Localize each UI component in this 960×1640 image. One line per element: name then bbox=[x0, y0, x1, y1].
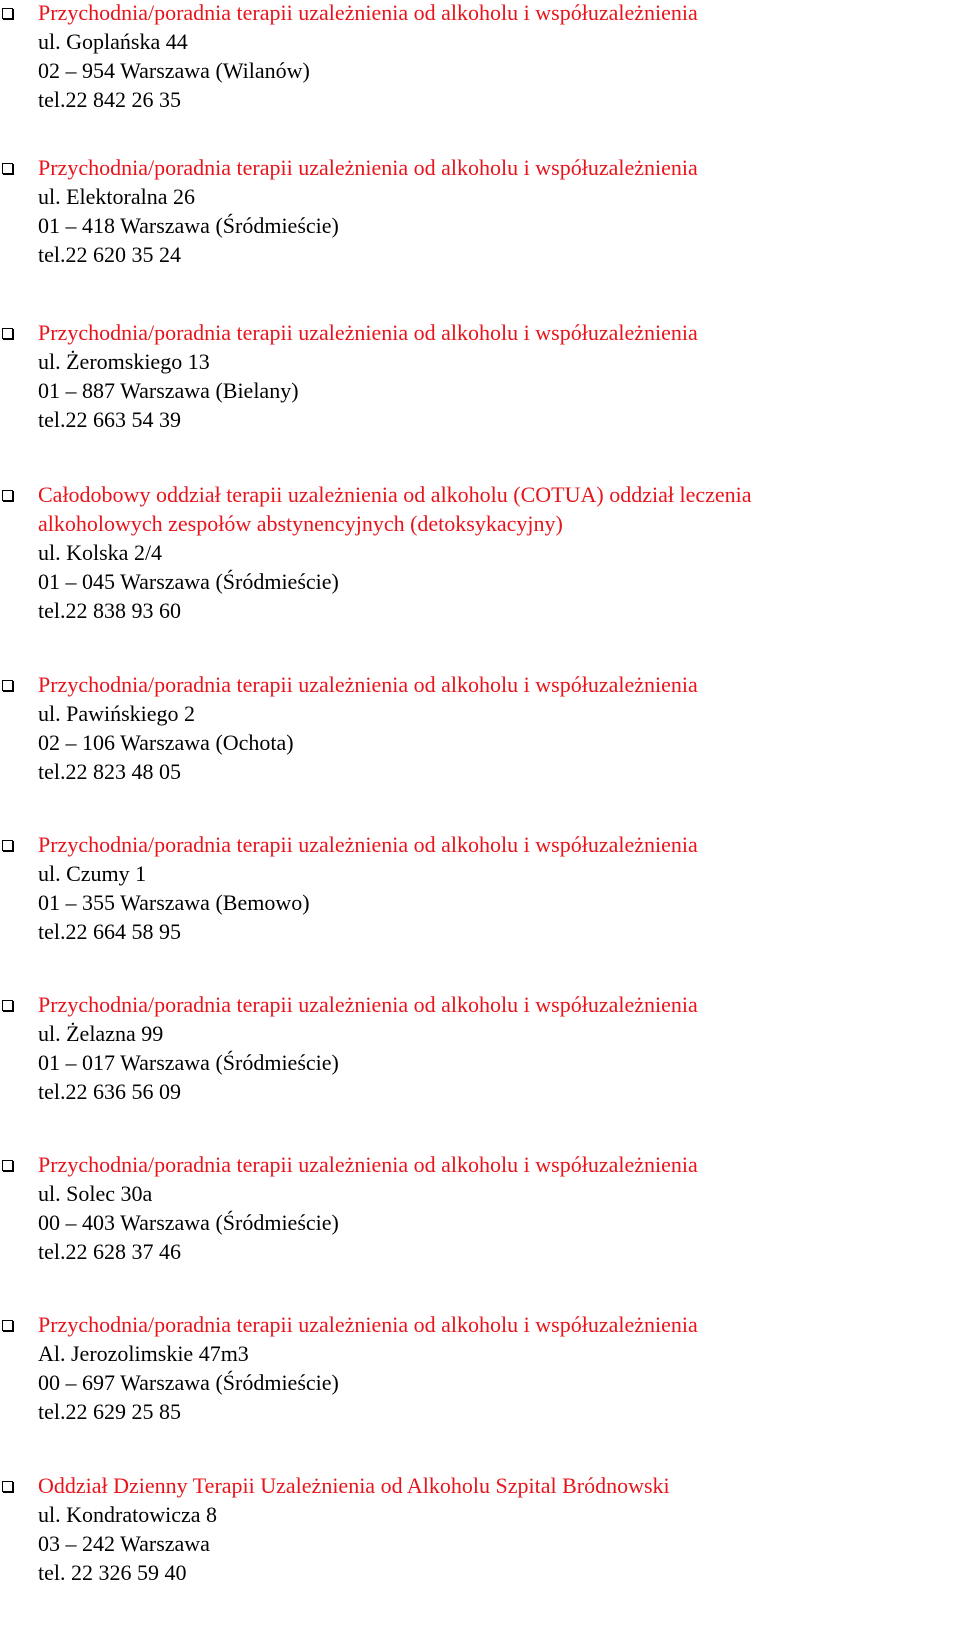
facility-city: 00 – 697 Warszawa (Śródmieście) bbox=[38, 1370, 339, 1395]
facility-phone: tel.22 664 58 95 bbox=[38, 919, 181, 944]
facility-details bbox=[38, 830, 918, 946]
checkbox-bullet-icon bbox=[2, 328, 13, 339]
facility-phone: tel.22 823 48 05 bbox=[38, 759, 181, 784]
facility-details bbox=[38, 153, 918, 269]
facility-details bbox=[38, 670, 918, 786]
facility-title-line-1: Całodobowy oddział terapii uzależnienia od alkoholu (COTUA) oddział leczenia bbox=[38, 482, 752, 507]
checkbox-bullet-icon bbox=[2, 1000, 13, 1011]
facility-details bbox=[38, 318, 918, 434]
facility-street: ul. Kondratowicza 8 bbox=[38, 1502, 217, 1527]
checkbox-bullet-icon bbox=[2, 1160, 13, 1171]
facility-city: 01 – 045 Warszawa (Śródmieście) bbox=[38, 569, 339, 594]
facility-street: Al. Jerozolimskie 47m3 bbox=[38, 1341, 249, 1366]
facility-title: Przychodnia/poradnia terapii uzależnienia od alkoholu i współuzależnienia bbox=[38, 155, 698, 180]
facility-city: 00 – 403 Warszawa (Śródmieście) bbox=[38, 1210, 339, 1235]
facility-phone: tel.22 628 37 46 bbox=[38, 1239, 181, 1264]
checkbox-bullet-icon bbox=[2, 1320, 13, 1331]
facility-title-line-2: alkoholowych zespołów abstynencyjnych (detoksykacyjny) bbox=[38, 511, 563, 536]
checkbox-bullet-icon bbox=[2, 163, 13, 174]
facility-street: ul. Kolska 2/4 bbox=[38, 540, 163, 565]
facility-details bbox=[38, 0, 918, 114]
facility-details bbox=[38, 1471, 918, 1587]
facility-city: 01 – 418 Warszawa (Śródmieście) bbox=[38, 213, 339, 238]
facility-details bbox=[38, 990, 918, 1106]
facility-title: Oddział Dzienny Terapii Uzależnienia od Alkoholu Szpital Bródnowski bbox=[38, 1473, 670, 1498]
facility-title: Przychodnia/poradnia terapii uzależnienia od alkoholu i współuzależnienia bbox=[38, 832, 698, 857]
facility-details bbox=[38, 480, 918, 625]
facility-city: 01 – 355 Warszawa (Bemowo) bbox=[38, 890, 310, 915]
facility-details bbox=[38, 1310, 918, 1426]
facility-street: ul. Elektoralna 26 bbox=[38, 184, 196, 209]
facility-street: ul. Czumy 1 bbox=[38, 861, 147, 886]
facility-city: 01 – 017 Warszawa (Śródmieście) bbox=[38, 1050, 339, 1075]
facility-phone: tel. 22 326 59 40 bbox=[38, 1560, 187, 1585]
facility-title: Przychodnia/poradnia terapii uzależnienia od alkoholu i współuzależnienia bbox=[38, 320, 698, 345]
facility-title: Przychodnia/poradnia terapii uzależnienia od alkoholu i współuzależnienia bbox=[38, 992, 698, 1017]
facility-phone: tel.22 629 25 85 bbox=[38, 1399, 181, 1424]
facility-title: Przychodnia/poradnia terapii uzależnienia od alkoholu i współuzależnienia bbox=[38, 0, 698, 25]
checkbox-bullet-icon bbox=[2, 840, 13, 851]
facility-street: ul. Żeromskiego 13 bbox=[38, 349, 210, 374]
checkbox-bullet-icon bbox=[2, 680, 13, 691]
facility-city: 01 – 887 Warszawa (Bielany) bbox=[38, 378, 299, 403]
facility-phone: tel.22 636 56 09 bbox=[38, 1079, 181, 1104]
facility-city: 02 – 106 Warszawa (Ochota) bbox=[38, 730, 294, 755]
facility-phone: tel.22 838 93 60 bbox=[38, 598, 181, 623]
facility-title: Przychodnia/poradnia terapii uzależnienia od alkoholu i współuzależnienia bbox=[38, 672, 698, 697]
checkbox-bullet-icon bbox=[2, 8, 13, 19]
facility-street: ul. Solec 30a bbox=[38, 1181, 153, 1206]
facility-phone: tel.22 842 26 35 bbox=[38, 87, 181, 112]
facility-street: ul. Goplańska 44 bbox=[38, 29, 188, 54]
facility-details bbox=[38, 1150, 918, 1266]
facility-phone: tel.22 620 35 24 bbox=[38, 242, 181, 267]
facility-city: 03 – 242 Warszawa bbox=[38, 1531, 210, 1556]
checkbox-bullet-icon bbox=[2, 1481, 13, 1492]
facility-street: ul. Pawińskiego 2 bbox=[38, 701, 196, 726]
checkbox-bullet-icon bbox=[2, 490, 13, 501]
facility-street: ul. Żelazna 99 bbox=[38, 1021, 164, 1046]
facility-title: Przychodnia/poradnia terapii uzależnienia od alkoholu i współuzależnienia bbox=[38, 1312, 698, 1337]
facility-city: 02 – 954 Warszawa (Wilanów) bbox=[38, 58, 310, 83]
facility-phone: tel.22 663 54 39 bbox=[38, 407, 181, 432]
facility-title: Przychodnia/poradnia terapii uzależnienia od alkoholu i współuzależnienia bbox=[38, 1152, 698, 1177]
